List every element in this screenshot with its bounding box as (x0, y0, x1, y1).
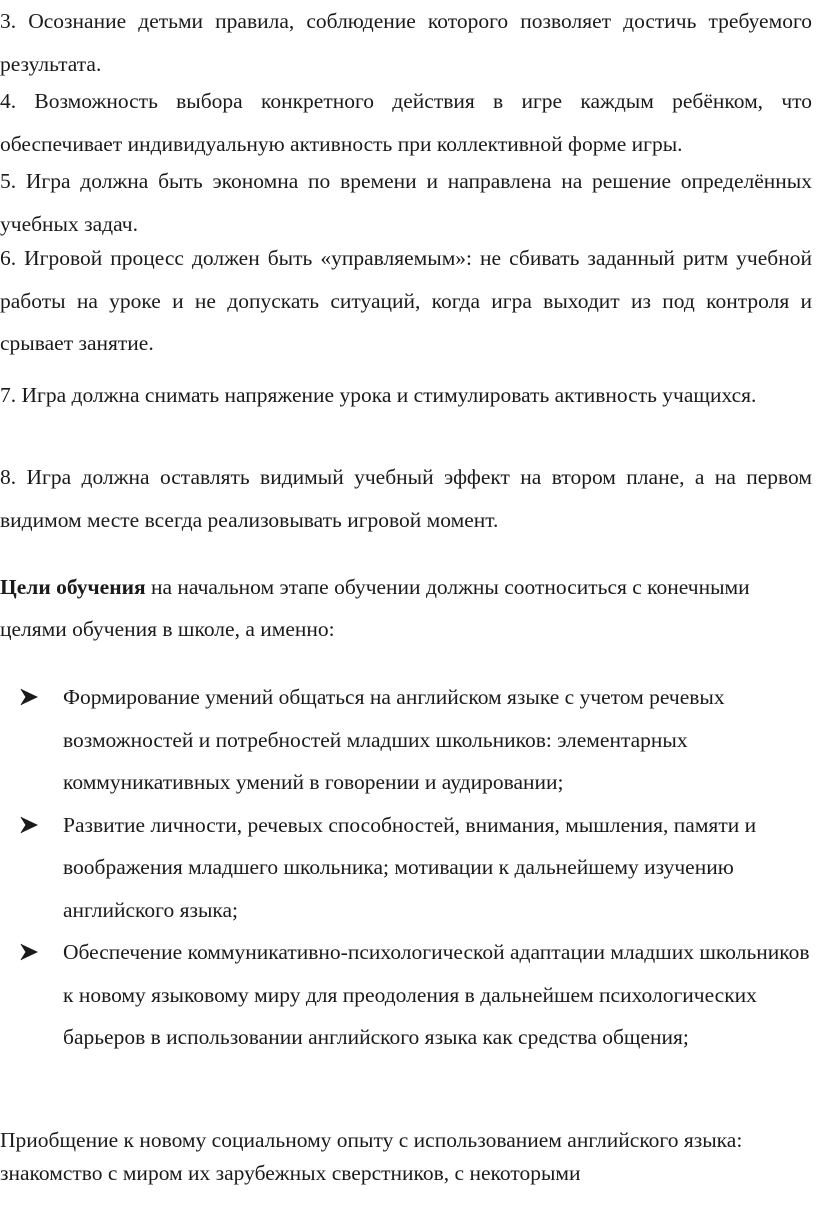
closing-paragraph: Приобщение к новому социальному опыту с использованием английского языка: знакомство с миром их зарубежных сверстников, с некоторыми (0, 1128, 743, 1185)
goals-term: Цели обучения (0, 575, 146, 599)
arrowhead-bullet-icon (20, 676, 42, 718)
list-item-6: 6. Игровой процесс должен быть «управляемым»: не сбивать заданный ритм учебной работы на уроке и не допускать ситуаций, когда игра выходит из под контроля и срывает занятие. (0, 246, 812, 355)
list-item-8: 8. Игра должна оставлять видимый учебный эффект на втором плане, а на первом видимом месте всегда реализовывать игровой момент. (0, 465, 812, 532)
list-item-3: 3. Осознание детьми правила, соблюдение которого позволяет достичь требуемого результата. (0, 9, 812, 76)
bullet-text: Развитие личности, речевых способностей, внимания, мышления, памяти и воображения младшего школьника; мотивации к дальнейшему изучению английского языка; (63, 812, 757, 922)
goals-text: на начальном этапе обучении должны соотноситься с конечными целями обучения в школе, а именно: (0, 575, 750, 641)
bullet-text: Формирование умений общаться на английском языке с учетом речевых возможностей и потребностей младших школьников: элементарных коммуникативных умений в говорении и аудировании; (63, 685, 725, 794)
bullet-item (0, 676, 816, 804)
list-item-4: 4. Возможность выбора конкретного действия в игре каждым ребёнком, что обеспечивает индивидуальную активность при коллективной форме игры. (0, 89, 812, 156)
bullet-item (0, 804, 816, 932)
goals-paragraph (0, 566, 812, 650)
bullet-item (0, 931, 816, 1059)
bullet-text: Обеспечение коммуникативно-психологической адаптации младших школьников к новому языковому миру для преодоления в дальнейшем психологических барьеров в использовании английского языка как средства общения; (63, 940, 810, 1049)
list-item-7: 7. Игра должна снимать напряжение урока и стимулировать активность учащихся. (0, 383, 757, 407)
goals-bullet-list (0, 676, 816, 1059)
arrowhead-bullet-icon (20, 931, 42, 973)
list-item-5: 5. Игра должна быть экономна по времени и направлена на решение определённых учебных задач. (0, 169, 812, 236)
arrowhead-bullet-icon (20, 804, 42, 846)
